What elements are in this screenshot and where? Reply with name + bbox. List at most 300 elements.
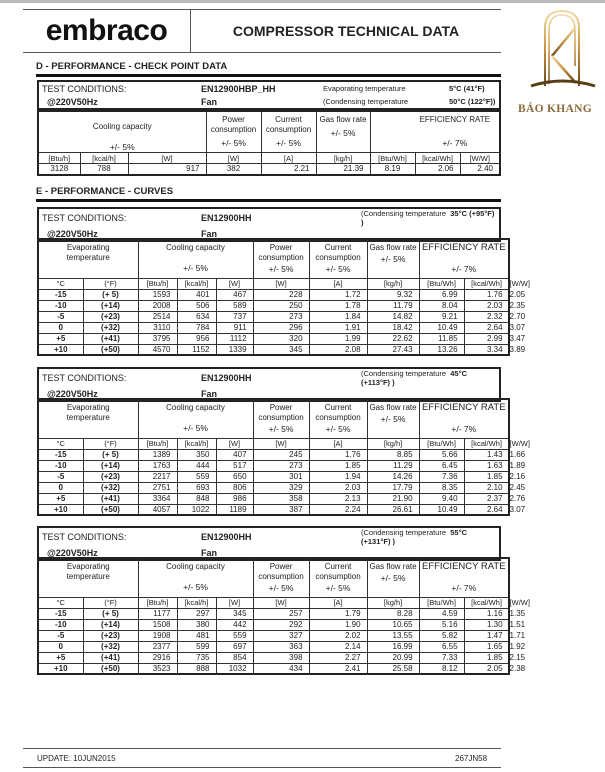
power-header: Power consumption +/- 5%: [253, 239, 309, 278]
value-cell: 7.33: [419, 652, 464, 663]
table-row: +5 (+41) 3364 848 986 358 2.13 21.90 9.40 2.37 2.76: [38, 493, 509, 504]
table-row: -10 (+14) 1508 380 442 292 1.90 10.65 5.16 1.30 1.51: [38, 619, 509, 630]
value-cell: 301: [253, 471, 309, 482]
value-cell: (+41): [83, 333, 138, 344]
value-cell: 1.90: [309, 619, 367, 630]
fan-label: Fan: [201, 388, 218, 399]
value-cell: 1.30: [464, 619, 509, 630]
value-cell: 434: [253, 663, 309, 674]
current-header: Current consumption +/- 5%: [309, 399, 367, 438]
value-cell: 18.42: [367, 322, 419, 333]
value-cell: +5: [38, 652, 83, 663]
value-cell: 407: [216, 449, 253, 460]
curve-table: Evaporating temperature Cooling capacity +/- 5% Power consumption +/- 5% Current consumption +/- 5% Gas flow rate +/- 5% EFFICIENCY RATE +/- 7% °C (°F) [Btu/h] [kcal/h] [W] [W] [A] [kg/h] [Btu/Wh] [kcal/Wh] [W/W] -15 (+ 5) 1593 401 467 228 1.72 9.32 6.99 1.76 2.05 -10 (+14) 2008 506 589 250 1.78 11.79 8.04 2.03 2.35 -5 (+23) 2514 634 737 273 1.84 14.82 9.21 2.32 2.70 0 (+32) 3110 784 911 296 1.91 18.42 10.49 2.64 3.07 +5 (+41) 3795 956 1112 320 1.99 22.62 11.85 2.99 3.47 +10 (+50) 4570 1152 1339 345 2.08 27.43 13.26 3.34 3.89: [37, 238, 510, 356]
footer-bottom-rule: [23, 767, 501, 768]
table-row: -10 (+14) 2008 506 589 250 1.78 11.79 8.04 2.03 2.35: [38, 300, 509, 311]
curve-conditions: [37, 207, 501, 242]
unit-cell: [Btu/Wh]: [419, 438, 464, 449]
value-cell: 6.45: [419, 460, 464, 471]
value-cell: 380: [177, 619, 216, 630]
value-cell: 401: [177, 289, 216, 300]
value-cell: 20.99: [367, 652, 419, 663]
unit-cell: °C: [38, 278, 83, 289]
table-row: +5 (+41) 2916 735 854 398 2.27 20.99 7.33 1.85 2.15: [38, 652, 509, 663]
value-cell: 788: [80, 164, 128, 175]
value-cell: (+23): [83, 630, 138, 641]
unit-cell: [W]: [253, 597, 309, 608]
value-cell: (+32): [83, 482, 138, 493]
value-cell: 697: [216, 641, 253, 652]
unit-cell: [kcal/Wh]: [464, 278, 509, 289]
curve-conditions: [37, 526, 501, 561]
value-cell: 2.14: [309, 641, 367, 652]
value-cell: 1.79: [309, 608, 367, 619]
value-cell: 273: [253, 311, 309, 322]
logo-cell: [23, 10, 191, 52]
document-code: 267JN58: [455, 754, 488, 763]
curve-table: Evaporating temperature Cooling capacity +/- 5% Power consumption +/- 5% Current consumption +/- 5% Gas flow rate +/- 5% EFFICIENCY RATE +/- 7% °C (°F) [Btu/h] [kcal/h] [W] [W] [A] [kg/h] [Btu/Wh] [kcal/Wh] [W/W] -15 (+ 5) 1177 297 345 257 1.79 8.28 4.59 1.16 1.35 -10 (+14) 1508 380 442 292 1.90 10.65 5.16 1.30 1.51 -5 (+23) 1908 481 559 327 2.02 13.55 5.82 1.47 1.71 0 (+32) 2377 599 697 363 2.14 16.99 6.55 1.65 1.92 +5 (+41) 2916 735 854 398 2.27 20.99 7.33 1.85 2.15 +10 (+50) 3523 888 1032 434 2.41 25.58 8.12 2.05 2.38: [37, 557, 510, 675]
value-cell: -15: [38, 449, 83, 460]
value-cell: 2.64: [464, 504, 509, 515]
unit-cell: [Btu/Wh]: [370, 153, 415, 164]
table-row: -5 (+23) 1908 481 559 327 2.02 13.55 5.82 1.47 1.71: [38, 630, 509, 641]
value-cell: 1.85: [309, 460, 367, 471]
value-cell: -15: [38, 289, 83, 300]
value-cell: 2.64: [464, 322, 509, 333]
value-cell: 1.72: [309, 289, 367, 300]
value-cell: 11.29: [367, 460, 419, 471]
cooling-capacity-header: Cooling capacity +/- 5%: [138, 399, 253, 438]
test-conditions-label: TEST CONDITIONS:: [42, 532, 127, 542]
value-cell: 589: [216, 300, 253, 311]
efficiency-header: EFFICIENCY RATE +/- 7%: [419, 558, 509, 597]
section-d-rule: [36, 74, 501, 77]
unit-cell: °C: [38, 597, 83, 608]
value-cell: 1763: [138, 460, 177, 471]
value-cell: 1.85: [464, 471, 509, 482]
unit-cell: [A]: [309, 438, 367, 449]
voltage: @220V50Hz: [47, 547, 98, 558]
unit-cell: [Btu/Wh]: [419, 278, 464, 289]
value-cell: 1.65: [464, 641, 509, 652]
value-cell: 26.61: [367, 504, 419, 515]
test-conditions-label: TEST CONDITIONS:: [42, 83, 127, 94]
fan-label: Fan: [201, 547, 218, 558]
value-cell: (+14): [83, 619, 138, 630]
checkpoint-conditions: [37, 80, 501, 110]
unit-cell: (°F): [83, 278, 138, 289]
value-cell: 0: [38, 482, 83, 493]
evaporating-value: 5°C (41°F): [449, 84, 485, 93]
value-cell: 1.85: [464, 652, 509, 663]
value-cell: 2377: [138, 641, 177, 652]
value-cell: 1908: [138, 630, 177, 641]
value-cell: -10: [38, 460, 83, 471]
value-cell: 5.66: [419, 449, 464, 460]
value-cell: 1112: [216, 333, 253, 344]
power-header: Power consumption +/- 5%: [206, 111, 261, 153]
value-cell: 10.49: [419, 322, 464, 333]
value-cell: 4570: [138, 344, 177, 355]
value-cell: 16.99: [367, 641, 419, 652]
value-cell: 4.59: [419, 608, 464, 619]
value-cell: 2514: [138, 311, 177, 322]
value-cell: 1593: [138, 289, 177, 300]
value-cell: 4057: [138, 504, 177, 515]
evaporating-label: Evaporating temperature: [323, 84, 406, 93]
value-cell: 2.13: [309, 493, 367, 504]
table-row: 0 (+32) 2377 599 697 363 2.14 16.99 6.55 1.65 1.92: [38, 641, 509, 652]
value-cell: 1.84: [309, 311, 367, 322]
value-cell: 14.82: [367, 311, 419, 322]
value-cell: 1.94: [309, 471, 367, 482]
unit-cell: (°F): [83, 438, 138, 449]
value-cell: 0: [38, 641, 83, 652]
value-cell: 1508: [138, 619, 177, 630]
value-cell: (+41): [83, 493, 138, 504]
brand-name: BẢO KHANG: [518, 103, 592, 115]
unit-cell: [W]: [206, 153, 261, 164]
gasflow-header: Gas flow rate +/- 5%: [367, 558, 419, 597]
value-cell: 650: [216, 471, 253, 482]
unit-cell: [kcal/h]: [177, 438, 216, 449]
top-border: [0, 0, 605, 3]
value-cell: 8.12: [419, 663, 464, 674]
unit-cell: [kcal/Wh]: [415, 153, 460, 164]
value-cell: +5: [38, 493, 83, 504]
value-cell: 8.28: [367, 608, 419, 619]
table-row: -15 (+ 5) 1389 350 407 245 1.76 8.85 5.66 1.43 1.66: [38, 449, 509, 460]
section-e-title: E - PERFORMANCE - CURVES: [36, 186, 174, 197]
evaporating-header: Evaporating temperature: [38, 558, 138, 597]
value-cell: 1.43: [464, 449, 509, 460]
footer-top-rule: [23, 748, 501, 749]
unit-cell: (°F): [83, 597, 138, 608]
value-cell: 1.76: [309, 449, 367, 460]
value-cell: 2.37: [464, 493, 509, 504]
value-cell: -5: [38, 630, 83, 641]
table-row: -10 (+14) 1763 444 517 273 1.85 11.29 6.45 1.63 1.89: [38, 460, 509, 471]
value-cell: 9.32: [367, 289, 419, 300]
value-cell: 735: [177, 652, 216, 663]
value-cell: 2.03: [309, 482, 367, 493]
value-cell: 2.99: [464, 333, 509, 344]
value-cell: (+32): [83, 641, 138, 652]
unit-cell: [kcal/h]: [80, 153, 128, 164]
value-cell: (+50): [83, 344, 138, 355]
value-cell: (+32): [83, 322, 138, 333]
unit-cell: [kg/h]: [367, 278, 419, 289]
value-cell: 11.79: [367, 300, 419, 311]
unit-cell: [Btu/Wh]: [419, 597, 464, 608]
value-cell: 292: [253, 619, 309, 630]
value-cell: 1.47: [464, 630, 509, 641]
table-row: -5 (+23) 2217 559 650 301 1.94 14.26 7.36 1.85 2.16: [38, 471, 509, 482]
value-cell: 398: [253, 652, 309, 663]
value-cell: (+50): [83, 663, 138, 674]
cooling-capacity-header: Cooling capacity +/- 5%: [138, 558, 253, 597]
model-name: EN12900HBP_HH: [201, 83, 276, 94]
value-cell: 10.65: [367, 619, 419, 630]
value-cell: -15: [38, 608, 83, 619]
value-cell: 634: [177, 311, 216, 322]
value-cell: 21.90: [367, 493, 419, 504]
document-title: COMPRESSOR TECHNICAL DATA: [232, 23, 460, 39]
value-cell: 2.08: [309, 344, 367, 355]
value-cell: 7.36: [419, 471, 464, 482]
value-cell: (+ 5): [83, 608, 138, 619]
value-cell: 1389: [138, 449, 177, 460]
table-row: 0 (+32) 2751 693 806 329 2.03 17.79 8.35 2.10 2.45: [38, 482, 509, 493]
bao-khang-logo-icon: [525, 6, 600, 90]
fan-label: Fan: [201, 96, 218, 107]
value-cell: 387: [253, 504, 309, 515]
voltage: @220V50Hz: [47, 96, 98, 107]
value-cell: 228: [253, 289, 309, 300]
value-cell: 273: [253, 460, 309, 471]
unit-cell: [A]: [309, 597, 367, 608]
value-cell: 2.21: [261, 164, 316, 175]
unit-cell: [W]: [253, 278, 309, 289]
unit-cell: [A]: [309, 278, 367, 289]
value-cell: -10: [38, 619, 83, 630]
value-cell: 517: [216, 460, 253, 471]
value-cell: 8.35: [419, 482, 464, 493]
test-conditions-label: TEST CONDITIONS:: [42, 373, 127, 383]
value-cell: 1177: [138, 608, 177, 619]
value-cell: (+50): [83, 504, 138, 515]
value-cell: 3364: [138, 493, 177, 504]
fan-label: Fan: [201, 228, 218, 239]
value-cell: 0: [38, 322, 83, 333]
unit-cell: [W]: [128, 153, 206, 164]
value-cell: 25.58: [367, 663, 419, 674]
value-cell: +5: [38, 333, 83, 344]
value-cell: 888: [177, 663, 216, 674]
current-header: Current consumption +/- 5%: [309, 239, 367, 278]
value-cell: 17.79: [367, 482, 419, 493]
value-cell: 8.19: [370, 164, 415, 175]
value-cell: 257: [253, 608, 309, 619]
voltage: @220V50Hz: [47, 388, 98, 399]
unit-cell: [kg/h]: [316, 153, 370, 164]
value-cell: 2008: [138, 300, 177, 311]
value-cell: 245: [253, 449, 309, 460]
value-cell: 2.32: [464, 311, 509, 322]
value-cell: 297: [177, 608, 216, 619]
condensing-temperature: (Condensing temperature 45°C (+113°F) ): [361, 369, 467, 387]
value-cell: 986: [216, 493, 253, 504]
gasflow-header: Gas flow rate +/- 5%: [367, 239, 419, 278]
value-cell: (+ 5): [83, 449, 138, 460]
unit-cell: [kcal/h]: [177, 278, 216, 289]
value-cell: 1032: [216, 663, 253, 674]
model-name: EN12900HH: [201, 213, 252, 223]
unit-cell: [Btu/h]: [38, 153, 80, 164]
value-cell: 2.05: [464, 663, 509, 674]
current-header: Current consumption +/- 5%: [261, 111, 316, 153]
value-cell: 1189: [216, 504, 253, 515]
value-cell: 2916: [138, 652, 177, 663]
value-cell: 1339: [216, 344, 253, 355]
current-header: Current consumption +/- 5%: [309, 558, 367, 597]
power-header: Power consumption +/- 5%: [253, 399, 309, 438]
value-cell: 9.21: [419, 311, 464, 322]
value-cell: -5: [38, 471, 83, 482]
unit-cell: [kcal/Wh]: [464, 597, 509, 608]
value-cell: 22.62: [367, 333, 419, 344]
unit-cell: [W]: [216, 597, 253, 608]
value-cell: 3110: [138, 322, 177, 333]
value-cell: 3.34: [464, 344, 509, 355]
embraco-logo: embraco: [45, 14, 168, 47]
section-e-rule: [36, 199, 501, 202]
voltage: @220V50Hz: [47, 228, 98, 239]
value-cell: 1.91: [309, 322, 367, 333]
value-cell: 467: [216, 289, 253, 300]
value-cell: 784: [177, 322, 216, 333]
value-cell: 737: [216, 311, 253, 322]
value-cell: 11.85: [419, 333, 464, 344]
value-cell: 2.41: [309, 663, 367, 674]
value-cell: 21.39: [316, 164, 370, 175]
value-cell: +10: [38, 663, 83, 674]
checkpoint-table: [37, 110, 501, 176]
gasflow-header: Gas flow rate +/- 5%: [367, 399, 419, 438]
value-cell: 3795: [138, 333, 177, 344]
unit-cell: °C: [38, 438, 83, 449]
cooling-capacity-header: Cooling capacity +/- 5%: [138, 239, 253, 278]
section-d-title: D - PERFORMANCE - CHECK POINT DATA: [36, 61, 228, 72]
efficiency-header: EFFICIENCY RATE +/- 7%: [419, 399, 509, 438]
condensing-temperature: (Condensing temperature 55°C (+131°F) ): [361, 528, 467, 546]
value-cell: (+14): [83, 300, 138, 311]
value-cell: 8.04: [419, 300, 464, 311]
value-cell: 327: [253, 630, 309, 641]
value-cell: 5.82: [419, 630, 464, 641]
value-cell: 9.40: [419, 493, 464, 504]
condensing-label: (Condensing temperature: [323, 97, 409, 106]
value-cell: 956: [177, 333, 216, 344]
value-cell: 2.03: [464, 300, 509, 311]
value-cell: 13.55: [367, 630, 419, 641]
table-row: +5 (+41) 3795 956 1112 320 1.99 22.62 11.85 2.99 3.47: [38, 333, 509, 344]
value-cell: +10: [38, 504, 83, 515]
efficiency-header: EFFICIENCY RATE +/- 7%: [419, 239, 509, 278]
condensing-temperature: (Condensing temperature 35°C (+95°F) ): [361, 209, 495, 227]
value-cell: 250: [253, 300, 309, 311]
cooling-capacity-header: Cooling capacity +/- 5%: [38, 111, 206, 153]
table-row: -15 (+ 5) 1593 401 467 228 1.72 9.32 6.99 1.76 2.05: [38, 289, 509, 300]
value-cell: 1.63: [464, 460, 509, 471]
value-cell: 2751: [138, 482, 177, 493]
table-row: +10 (+50) 4570 1152 1339 345 2.08 27.43 13.26 3.34 3.89: [38, 344, 509, 355]
power-header: Power consumption +/- 5%: [253, 558, 309, 597]
value-cell: 2217: [138, 471, 177, 482]
unit-cell: [Btu/h]: [138, 278, 177, 289]
value-cell: 3128: [38, 164, 80, 175]
value-cell: 3523: [138, 663, 177, 674]
unit-cell: [W/W]: [460, 153, 500, 164]
unit-cell: [Btu/h]: [138, 597, 177, 608]
table-row: +10 (+50) 4057 1022 1189 387 2.24 26.61 10.49 2.64 3.07: [38, 504, 509, 515]
value-cell: (+ 5): [83, 289, 138, 300]
value-cell: 363: [253, 641, 309, 652]
value-cell: 14.26: [367, 471, 419, 482]
value-cell: 911: [216, 322, 253, 333]
value-cell: 350: [177, 449, 216, 460]
value-cell: 559: [216, 630, 253, 641]
table-row: +10 (+50) 3523 888 1032 434 2.41 25.58 8.12 2.05 2.38: [38, 663, 509, 674]
document-header: [23, 9, 501, 53]
unit-cell: [kcal/h]: [177, 597, 216, 608]
value-cell: 559: [177, 471, 216, 482]
value-cell: 442: [216, 619, 253, 630]
value-cell: 345: [253, 344, 309, 355]
value-cell: (+23): [83, 311, 138, 322]
value-cell: 2.40: [460, 164, 500, 175]
value-cell: -5: [38, 311, 83, 322]
evaporating-header: Evaporating temperature: [38, 399, 138, 438]
value-cell: 10.49: [419, 504, 464, 515]
value-cell: 6.99: [419, 289, 464, 300]
value-cell: 345: [216, 608, 253, 619]
value-cell: 848: [177, 493, 216, 504]
value-cell: 329: [253, 482, 309, 493]
model-name: EN12900HH: [201, 373, 252, 383]
table-row: -5 (+23) 2514 634 737 273 1.84 14.82 9.21 2.32 2.70: [38, 311, 509, 322]
evaporating-header: Evaporating temperature: [38, 239, 138, 278]
unit-cell: [Btu/h]: [138, 438, 177, 449]
unit-cell: [A]: [261, 153, 316, 164]
value-cell: 2.10: [464, 482, 509, 493]
test-conditions-label: TEST CONDITIONS:: [42, 213, 127, 223]
value-cell: -10: [38, 300, 83, 311]
value-cell: 1.78: [309, 300, 367, 311]
table-row: -15 (+ 5) 1177 297 345 257 1.79 8.28 4.59 1.16 1.35: [38, 608, 509, 619]
value-cell: 382: [206, 164, 261, 175]
value-cell: 8.85: [367, 449, 419, 460]
value-cell: 806: [216, 482, 253, 493]
unit-cell: [kg/h]: [367, 597, 419, 608]
value-cell: 1.76: [464, 289, 509, 300]
value-cell: 6.55: [419, 641, 464, 652]
value-cell: +10: [38, 344, 83, 355]
value-cell: (+23): [83, 471, 138, 482]
gasflow-header: Gas flow rate +/- 5%: [316, 111, 370, 153]
table-row: 0 (+32) 3110 784 911 296 1.91 18.42 10.49 2.64 3.07: [38, 322, 509, 333]
unit-cell: [W]: [216, 278, 253, 289]
value-cell: 599: [177, 641, 216, 652]
unit-cell: [kg/h]: [367, 438, 419, 449]
unit-cell: [W]: [253, 438, 309, 449]
title-cell: [191, 10, 501, 52]
curve-table: Evaporating temperature Cooling capacity +/- 5% Power consumption +/- 5% Current consumption +/- 5% Gas flow rate +/- 5% EFFICIENCY RATE +/- 7% °C (°F) [Btu/h] [kcal/h] [W] [W] [A] [kg/h] [Btu/Wh] [kcal/Wh] [W/W] -15 (+ 5) 1389 350 407 245 1.76 8.85 5.66 1.43 1.66 -10 (+14) 1763 444 517 273 1.85 11.29 6.45 1.63 1.89 -5 (+23) 2217 559 650 301 1.94 14.26 7.36 1.85 2.16 0 (+32) 2751 693 806 329 2.03 17.79 8.35 2.10 2.45 +5 (+41) 3364 848 986 358 2.13 21.90 9.40 2.37 2.76 +10 (+50) 4057 1022 1189 387 2.24 26.61 10.49 2.64 3.07: [37, 398, 510, 516]
value-cell: 2.27: [309, 652, 367, 663]
value-cell: 1152: [177, 344, 216, 355]
value-cell: 1.16: [464, 608, 509, 619]
model-name: EN12900HH: [201, 532, 252, 542]
value-cell: 296: [253, 322, 309, 333]
unit-cell: [W]: [216, 438, 253, 449]
value-cell: (+41): [83, 652, 138, 663]
value-cell: 1022: [177, 504, 216, 515]
condensing-value: 50°C (122°F)): [449, 97, 496, 106]
efficiency-header: EFFICIENCY RATE +/- 7%: [370, 111, 500, 153]
value-cell: 358: [253, 493, 309, 504]
curve-conditions: [37, 367, 501, 402]
value-cell: 2.06: [415, 164, 460, 175]
